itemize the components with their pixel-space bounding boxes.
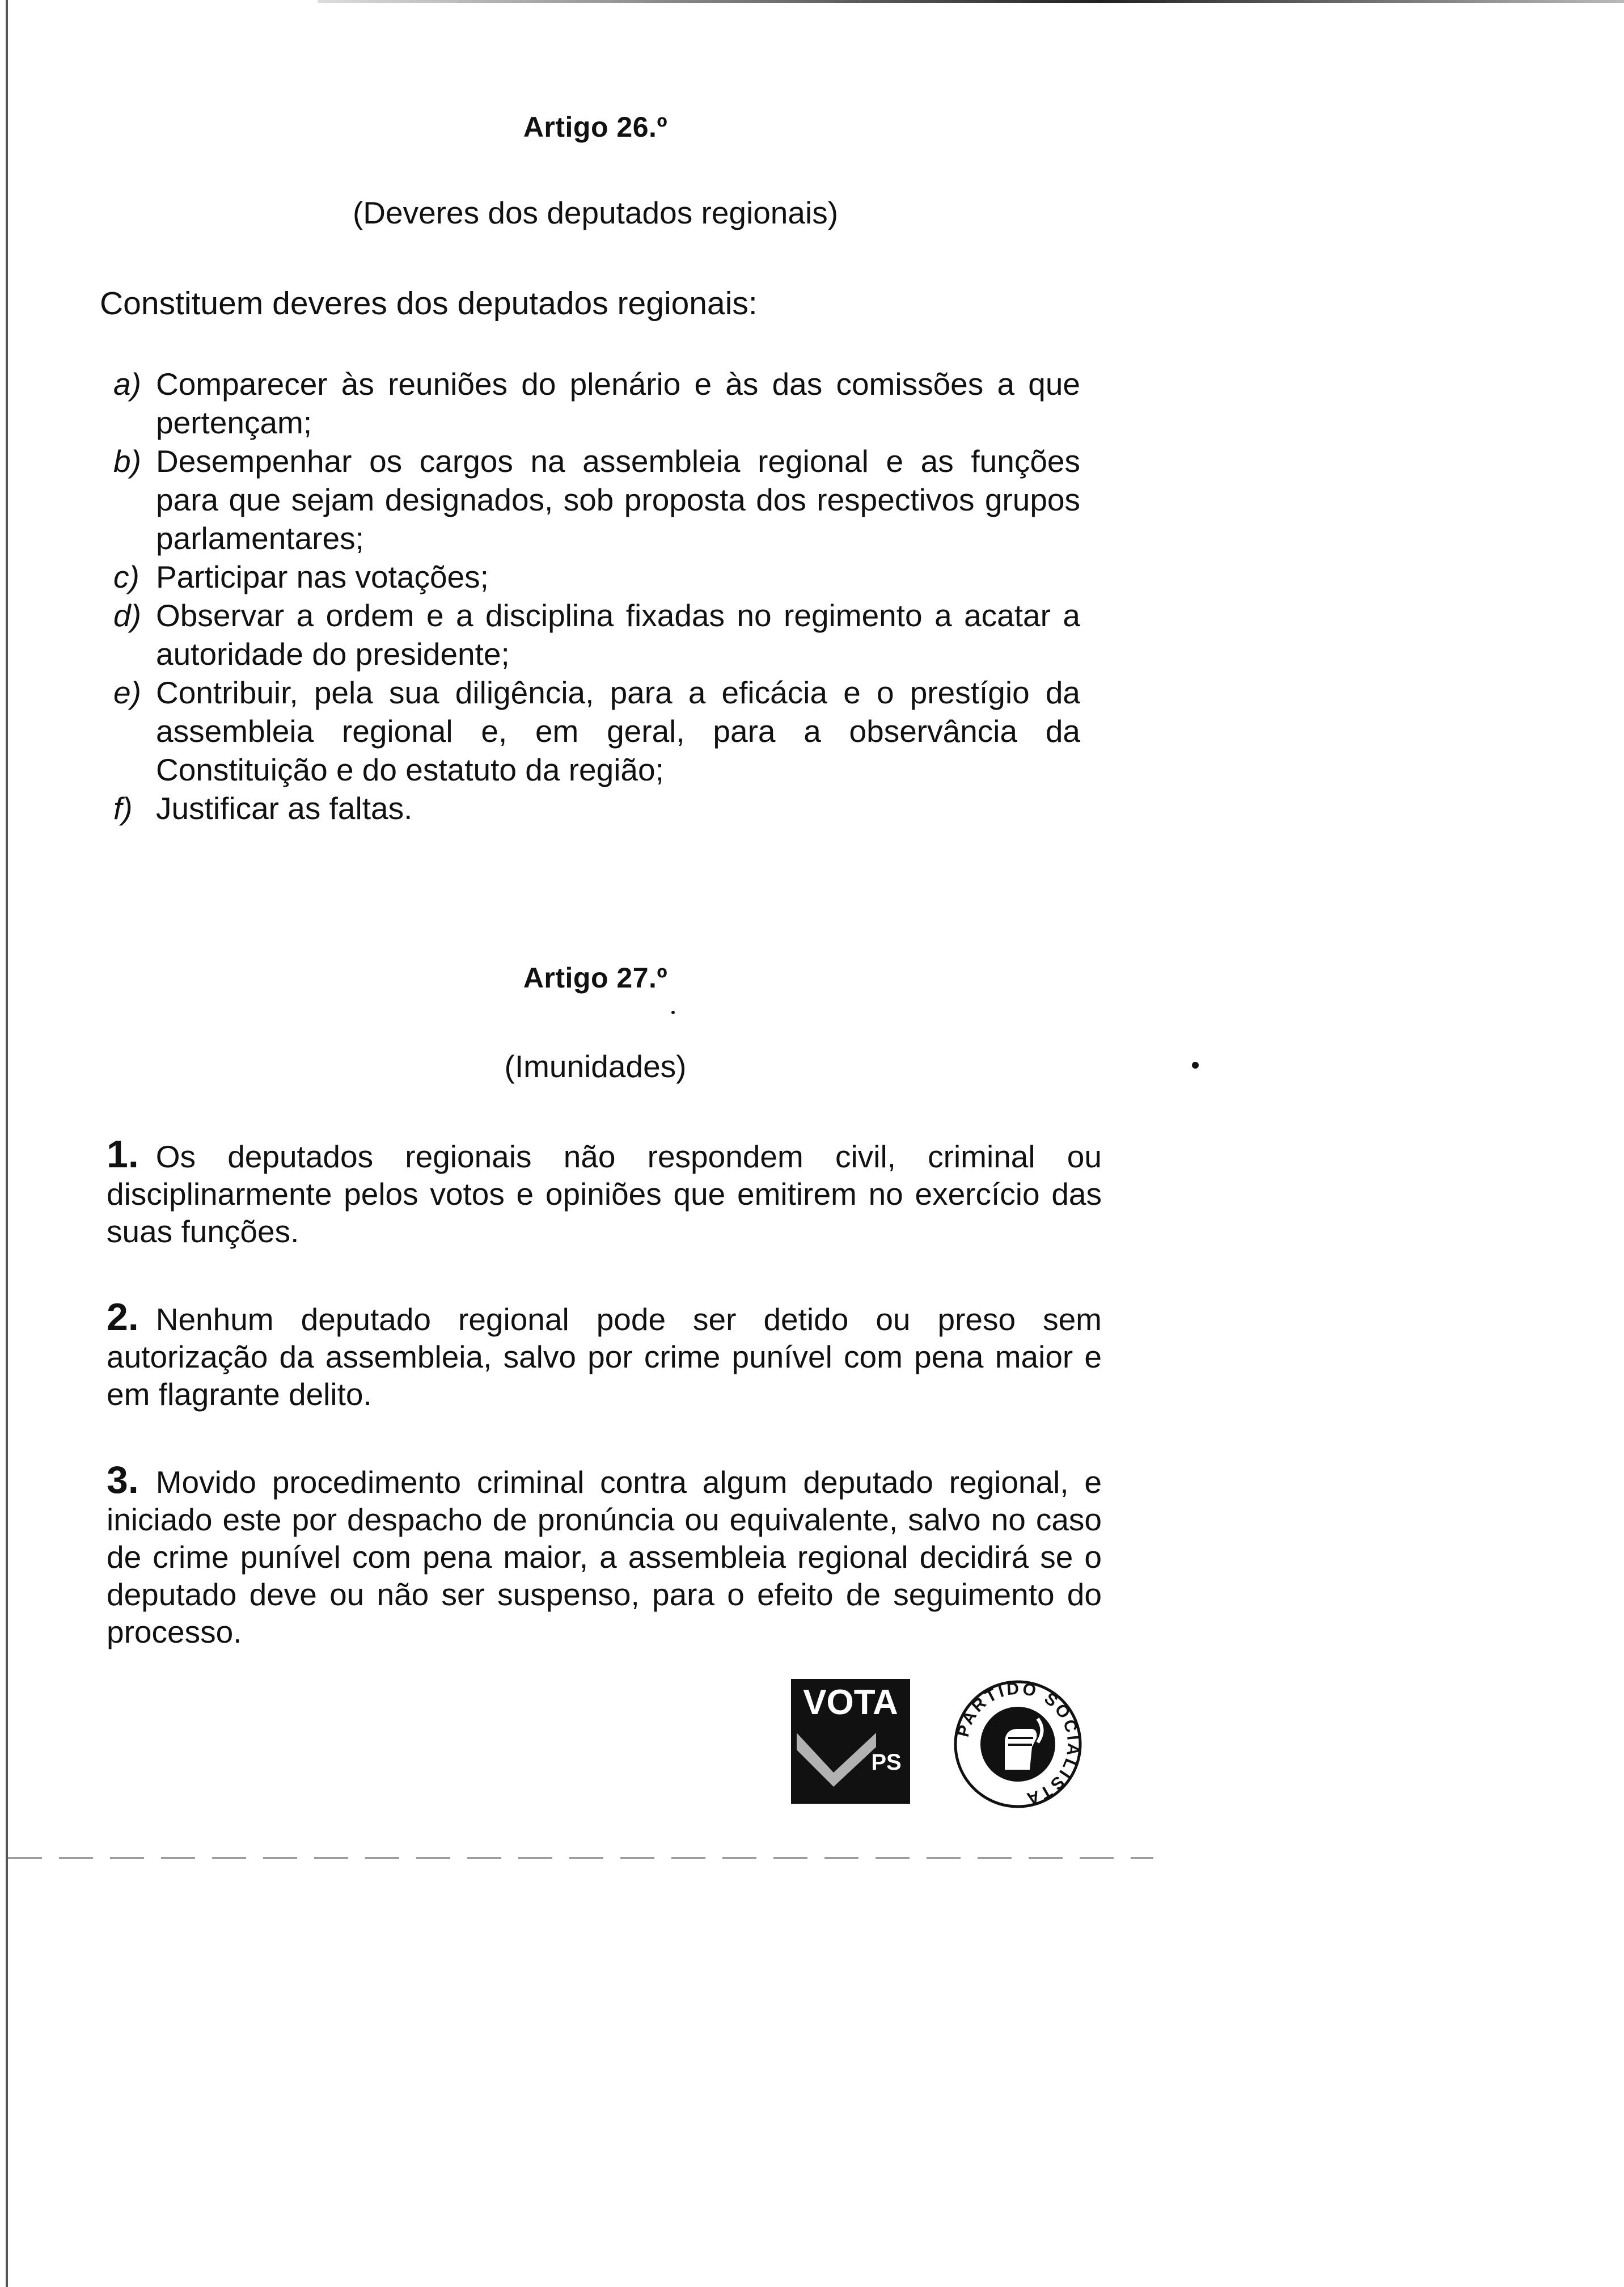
ink-speck <box>671 1011 675 1014</box>
partido-socialista-logo <box>953 1679 1083 1809</box>
vota-ps-text: PS <box>871 1750 902 1775</box>
article-26-intro: Constituem deveres dos deputados regionais: <box>100 285 758 322</box>
duty-item-d <box>96 596 1080 673</box>
paragraph-number: 2. <box>107 1296 139 1339</box>
ink-speck <box>1192 1062 1199 1069</box>
article-26-subtitle: (Deveres dos deputados regionais) <box>352 195 839 230</box>
article-27-title: Artigo 27.º <box>523 962 668 994</box>
page-edge-left <box>6 0 8 2287</box>
party-ring-text: PARTIDO SOCIALISTA <box>953 1679 1083 1809</box>
vota-ps-logo <box>791 1679 910 1804</box>
duty-item-e <box>96 673 1080 789</box>
item-letter: b) <box>113 444 141 479</box>
vota-text: VOTA <box>803 1683 898 1722</box>
article-27 <box>96 961 1102 1651</box>
party-logos <box>791 1679 1109 1809</box>
duty-item-f <box>96 789 1080 828</box>
item-text: Participar nas votações; <box>156 559 489 594</box>
item-letter: c) <box>113 559 139 594</box>
paragraph-text: Nenhum deputado regional pode ser detido ou preso sem autorização da assembleia, salvo por crime punível com pena maior e em flagrante delito. <box>107 1302 1102 1412</box>
immunity-paragraph-1 <box>96 1133 1102 1250</box>
paragraph-number: 1. <box>107 1133 139 1176</box>
fold-line <box>8 1857 1153 1859</box>
immunity-paragraph-3 <box>96 1458 1102 1651</box>
item-text: Comparecer às reuniões do plenário e às das comissões a que pertençam; <box>156 366 1080 440</box>
immunity-paragraph-2 <box>96 1298 1102 1413</box>
item-letter: a) <box>113 366 141 402</box>
article-26-title: Artigo 26.º <box>523 111 668 143</box>
duty-item-b <box>96 442 1080 558</box>
article-27-subtitle: (Imunidades) <box>504 1049 687 1084</box>
page-edge-top <box>318 0 1624 3</box>
item-text: Justificar as faltas. <box>156 791 413 826</box>
item-letter: e) <box>113 675 141 710</box>
item-letter: d) <box>113 598 141 633</box>
paragraph-text: Os deputados regionais não respondem civil, criminal ou disciplinarmente pelos votos e opiniões que emitirem no exercício das suas funções. <box>107 1139 1102 1249</box>
duty-item-c <box>96 558 1080 596</box>
paragraph-text: Movido procedimento criminal contra algum deputado regional, e iniciado este por despacho de pronúncia ou equivalente, salvo no caso de crime punível com pena maior, a assembleia regional decidirá se o deputado deve ou não ser suspenso, para o efeito de seguimento do processo. <box>107 1465 1102 1649</box>
item-letter: f) <box>113 791 133 826</box>
item-text: Contribuir, pela sua diligência, para a eficácia e o prestígio da assembleia regional e, em geral, para a observância da Constituição e do estatuto da região; <box>156 675 1080 787</box>
duties-list <box>96 365 1094 828</box>
article-26 <box>96 111 1094 828</box>
duty-item-a <box>96 365 1080 442</box>
item-text: Desempenhar os cargos na assembleia regional e as funções para que sejam designados, sob proposta dos respectivos grupos parlamentares; <box>156 444 1080 556</box>
item-text: Observar a ordem e a disciplina fixadas no regimento a acatar a autoridade do presidente; <box>156 598 1080 672</box>
paragraph-number: 3. <box>107 1458 139 1501</box>
